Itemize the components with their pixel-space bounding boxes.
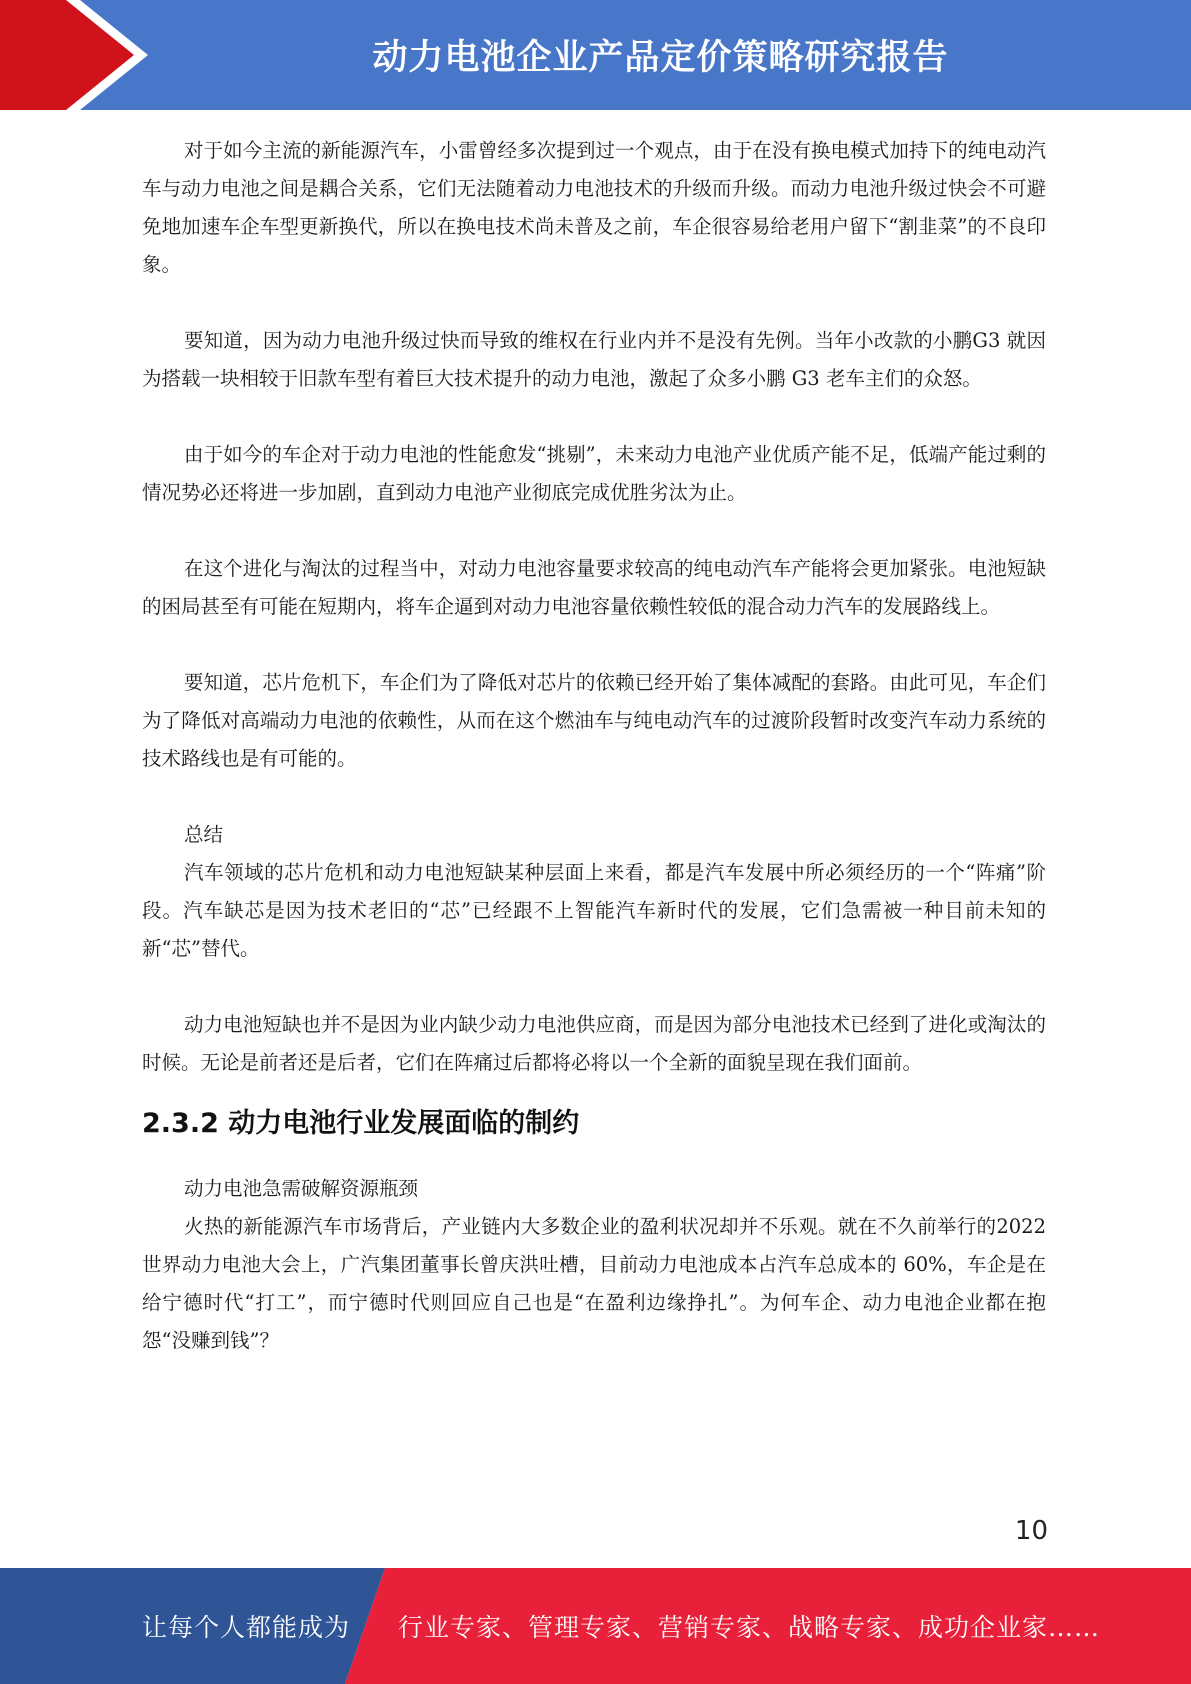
paragraph: 在这个进化与淘汰的过程当中，对动力电池容量要求较高的纯电动汽车产能将会更加紧张。电池短缺的困局甚至有可能在短期内，将车企逼到对动力电池容量依赖性较低的混合动力汽车的发展路线上。 — [142, 557, 1046, 618]
summary-label: 总结 — [184, 823, 224, 846]
paragraph: 火热的新能源汽车市场背后，产业链内大多数企业的盈利状况却并不乐观。就在不久前举行的2022 世界动力电池大会上，广汽集团董事长曾庆洪吐槽，目前动力电池成本占汽车总成本的 60%，车企是在给宁德时代“打工”，而宁德时代则回应自己也是“在盈利边缘挣扎”。为何车企、动力电池企业都在抱怨“没赚到钱”？ — [142, 1215, 1046, 1352]
page-footer — [0, 1568, 1191, 1684]
report-title: 动力电池企业产品定价策略研究报告 — [372, 38, 949, 78]
paragraph: 要知道，因为动力电池升级过快而导致的维权在行业内并不是没有先例。当年小改款的小鹏G3 就因为搭载一块相较于旧款车型有着巨大技术提升的动力电池，激起了众多小鹏 G3 老车主们的众怒。 — [142, 329, 1046, 390]
footer-slogan: 让每个人都能成为 — [142, 1613, 351, 1642]
section-heading: 2.3.2 动力电池行业发展面临的制约 — [142, 1108, 580, 1139]
paragraph: 由于如今的车企对于动力电池的性能愈发“挑剔”，未来动力电池产业优质产能不足，低端产能过剩的情况势必还将进一步加剧，直到动力电池产业彻底完成优胜劣汰为止。 — [142, 443, 1046, 504]
page-header — [0, 0, 1191, 110]
main-content — [142, 132, 1046, 1360]
page-number: 10 — [1014, 1516, 1048, 1546]
paragraph: 对于如今主流的新能源汽车，小雷曾经多次提到过一个观点，由于在没有换电模式加持下的纯电动汽车与动力电池之间是耦合关系，它们无法随着动力电池技术的升级而升级。而动力电池升级过快会不可避免地加速车企车型更新换代，所以在换电技术尚未普及之前，车企很容易给老用户留下“割韭菜”的不良印象。 — [142, 139, 1046, 276]
paragraph: 汽车领域的芯片危机和动力电池短缺某种层面上来看，都是汽车发展中所必须经历的一个“阵痛”阶段。汽车缺芯是因为技术老旧的“芯”已经跟不上智能汽车新时代的发展，它们急需被一种目前未知的新“芯”替代。 — [142, 861, 1046, 960]
paragraph: 动力电池短缺也并不是因为业内缺少动力电池供应商，而是因为部分电池技术已经到了进化或淘汰的时候。无论是前者还是后者，它们在阵痛过后都将必将以一个全新的面貌呈现在我们面前。 — [142, 1013, 1046, 1074]
paragraph: 要知道，芯片危机下，车企们为了降低对芯片的依赖已经开始了集体减配的套路。由此可见，车企们为了降低对高端动力电池的依赖性，从而在这个燃油车与纯电动汽车的过渡阶段暂时改变汽车动力系统的技术路线也是有可能的。 — [142, 671, 1046, 770]
section-subheading: 动力电池急需破解资源瓶颈 — [184, 1177, 419, 1200]
footer-roles: 行业专家、管理专家、营销专家、战略专家、成功企业家…… — [398, 1613, 1101, 1642]
